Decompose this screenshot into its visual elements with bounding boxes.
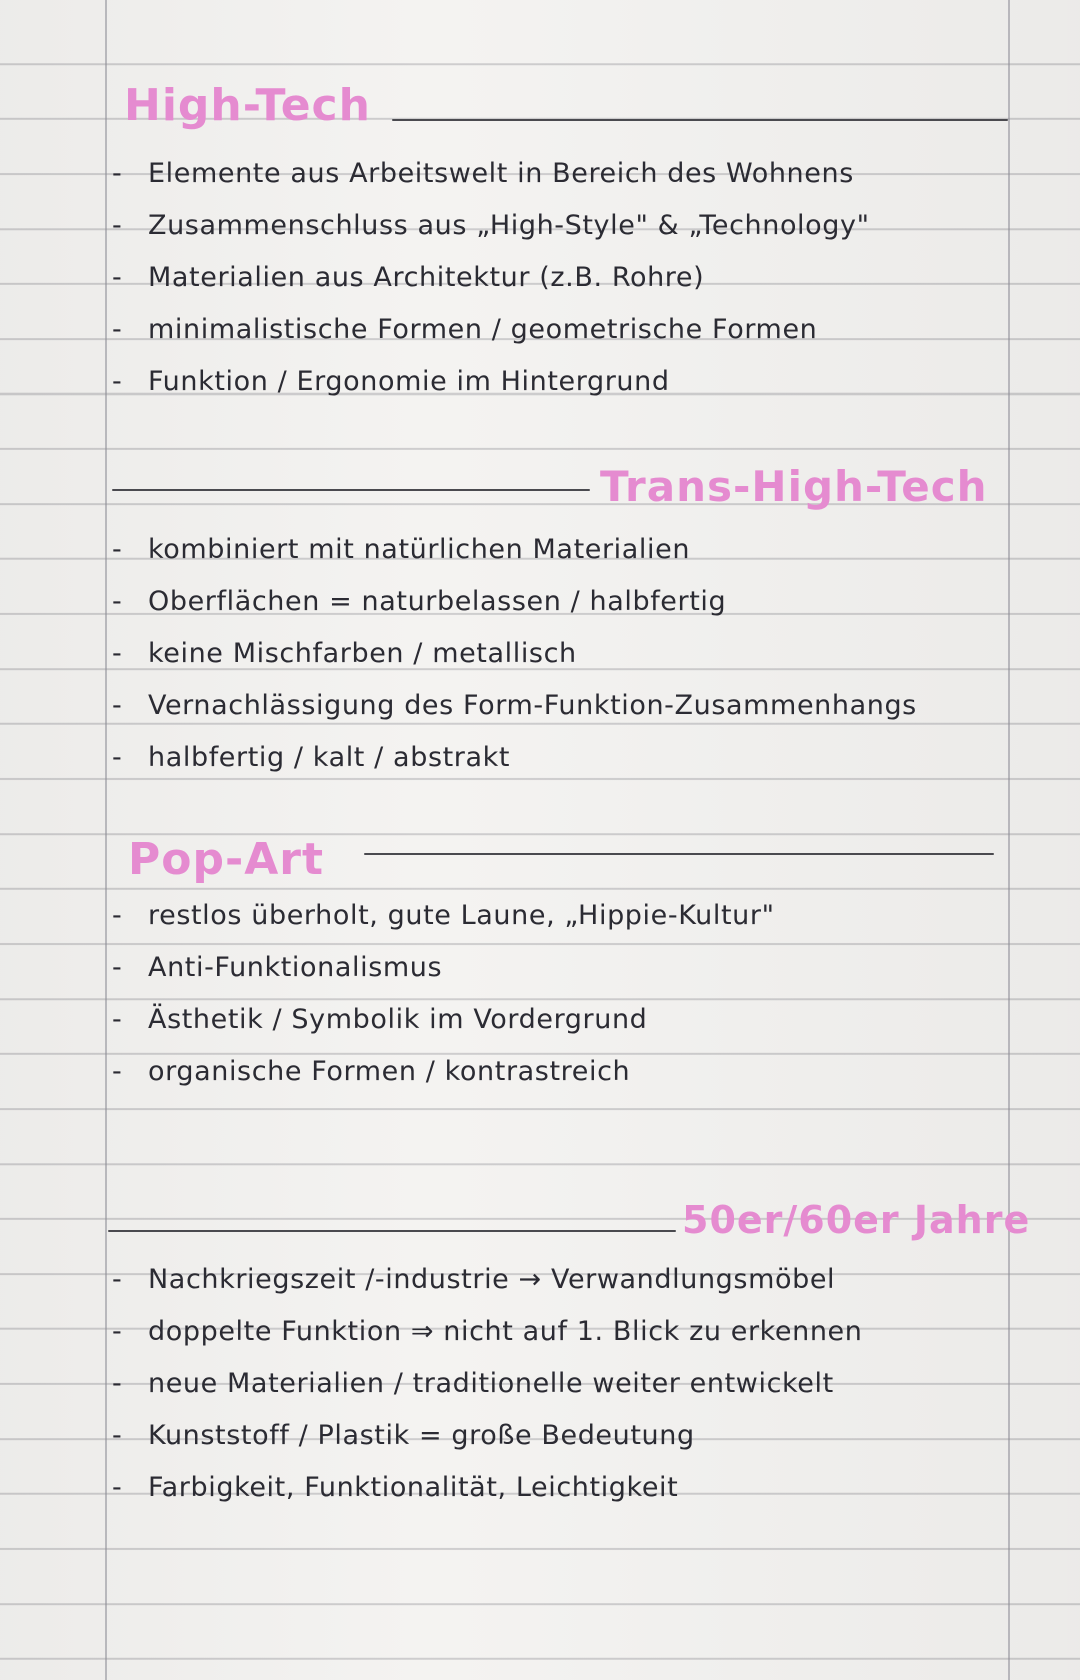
section-rule-pop-art (364, 853, 994, 855)
list-item-text: Anti-Funktionalismus (148, 952, 443, 983)
list-item-text: neue Materialien / traditionelle weiter entwickelt (148, 1368, 834, 1399)
section-list-trans-high-tech (112, 524, 917, 784)
list-item (112, 732, 917, 784)
section-list-50er-60er (112, 1254, 862, 1514)
list-item-text: restlos überholt, gute Laune, „Hippie-Kultur" (148, 900, 775, 931)
bullet-dash: - (112, 586, 123, 617)
list-item (112, 890, 775, 942)
bullet-dash: - (112, 742, 123, 773)
bullet-dash: - (112, 952, 123, 983)
bullet-dash: - (112, 314, 123, 345)
bullet-dash: - (112, 638, 123, 669)
bullet-dash: - (112, 690, 123, 721)
bullet-dash: - (112, 534, 123, 565)
list-item-text: Materialien aus Architektur (z.B. Rohre) (148, 262, 705, 293)
bullet-dash: - (112, 158, 123, 189)
bullet-dash: - (112, 262, 123, 293)
list-item-text: halbfertig / kalt / abstrakt (148, 742, 511, 773)
list-item (112, 200, 870, 252)
section-heading-50er-60er: 50er/60er Jahre (682, 1198, 1031, 1242)
section-rule-high-tech (392, 119, 1008, 121)
bullet-dash: - (112, 210, 123, 241)
bullet-dash: - (112, 1316, 123, 1347)
list-item (112, 1462, 862, 1514)
list-item (112, 1358, 862, 1410)
list-item-text: Vernachlässigung des Form-Funktion-Zusammenhangs (148, 690, 917, 721)
list-item (112, 994, 775, 1046)
list-item-text: Kunststoff / Plastik = große Bedeutung (148, 1420, 695, 1451)
section-heading-pop-art: Pop-Art (128, 834, 325, 885)
section-rule-trans-high-tech (112, 489, 590, 491)
list-item (112, 1254, 862, 1306)
list-item (112, 356, 870, 408)
list-item-text: Ästhetik / Symbolik im Vordergrund (148, 1004, 648, 1035)
bullet-dash: - (112, 1264, 123, 1295)
list-item (112, 1410, 862, 1462)
list-item (112, 304, 870, 356)
list-item-text: keine Mischfarben / metallisch (148, 638, 577, 669)
section-list-pop-art (112, 890, 775, 1098)
section-rule-50er-60er (108, 1230, 676, 1232)
list-item-text: Oberflächen = naturbelassen / halbfertig (148, 586, 727, 617)
list-item-text: Elemente aus Arbeitswelt in Bereich des Wohnens (148, 158, 854, 189)
bullet-dash: - (112, 900, 123, 931)
section-heading-high-tech: High-Tech (124, 80, 371, 131)
bullet-dash: - (112, 1368, 123, 1399)
bullet-dash: - (112, 1420, 123, 1451)
list-item (112, 1306, 862, 1358)
list-item-text: minimalistische Formen / geometrische Formen (148, 314, 818, 345)
list-item (112, 252, 870, 304)
right-margin-line (1008, 0, 1010, 1680)
bullet-dash: - (112, 1004, 123, 1035)
list-item (112, 942, 775, 994)
list-item (112, 680, 917, 732)
list-item-text: Farbigkeit, Funktionalität, Leichtigkeit (148, 1472, 679, 1503)
section-heading-trans-high-tech: Trans-High-Tech (600, 462, 988, 511)
section-list-high-tech (112, 148, 870, 408)
list-item (112, 148, 870, 200)
bullet-dash: - (112, 1472, 123, 1503)
list-item-text: organische Formen / kontrastreich (148, 1056, 631, 1087)
list-item-text: Nachkriegszeit /-industrie → Verwandlungsmöbel (148, 1264, 836, 1295)
bullet-dash: - (112, 366, 123, 397)
list-item (112, 1046, 775, 1098)
list-item-text: Zusammenschluss aus „High-Style" & „Technology" (148, 210, 870, 241)
bullet-dash: - (112, 1056, 123, 1087)
list-item-text: Funktion / Ergonomie im Hintergrund (148, 366, 670, 397)
list-item-text: doppelte Funktion ⇒ nicht auf 1. Blick zu erkennen (148, 1316, 863, 1347)
left-margin-line (105, 0, 107, 1680)
list-item (112, 576, 917, 628)
list-item (112, 628, 917, 680)
list-item (112, 524, 917, 576)
list-item-text: kombiniert mit natürlichen Materialien (148, 534, 691, 565)
